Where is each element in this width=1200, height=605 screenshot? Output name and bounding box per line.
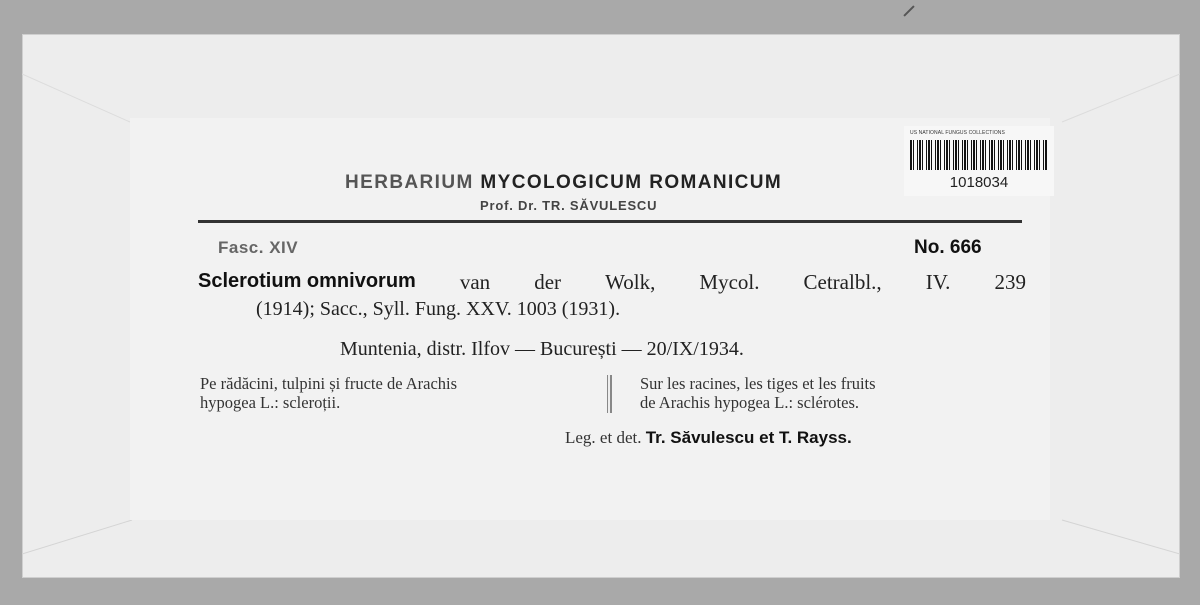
citation-word: Mycol. — [699, 270, 760, 294]
citation-line2: (1914); Sacc., Syll. Fung. XXV. 1003 (1931). — [256, 298, 621, 320]
pencil-mark — [903, 5, 914, 16]
citation-word: der — [534, 270, 562, 294]
specimen-number: No. 666 — [914, 237, 982, 258]
herbarium-subtitle: Prof. Dr. TR. SĂVULESCU — [480, 198, 658, 213]
citation-word: IV. — [925, 270, 951, 294]
substrate-romanian-line2: hypogea L.: scleroții. — [200, 393, 341, 412]
barcode-sticker — [904, 126, 1054, 196]
column-divider — [607, 375, 612, 413]
fascicle-label: Fasc. XIV — [218, 238, 299, 257]
citation-word: Cetralbl., — [803, 270, 882, 294]
citation-word: van — [459, 270, 491, 294]
citation-word: Wolk, — [605, 270, 656, 294]
citation-word: 239 — [994, 270, 1026, 294]
substrate-french — [640, 374, 1028, 412]
header-rule — [198, 220, 1022, 223]
substrate-romanian — [200, 374, 585, 412]
species-name: Sclerotium omnivorum — [198, 270, 416, 292]
collector-names: Tr. Săvulescu et T. Rayss. — [645, 428, 852, 447]
substrate-french-line1: Sur les racines, les tiges et les fruits — [640, 374, 876, 393]
species-line — [198, 270, 1026, 295]
barcode-icon — [910, 140, 1048, 170]
substrate-french-line2: de Arachis hypogea L.: sclérotes. — [640, 393, 860, 412]
herbarium-title-part1: HERBARIUM — [345, 172, 474, 193]
substrate-romanian-line1: Pe rădăcini, tulpini și fructe de Arachis — [200, 374, 458, 393]
herbarium-title — [345, 172, 782, 194]
barcode-caption: US NATIONAL FUNGUS COLLECTIONS — [910, 130, 1005, 136]
collector-prefix: Leg. et det. — [565, 428, 642, 447]
barcode-number: 1018034 — [949, 174, 1009, 191]
herbarium-title-part2: MYCOLOGICUM ROMANICUM — [480, 172, 783, 193]
collector-line — [565, 428, 852, 448]
locality: Muntenia, distr. Ilfov — București — 20/IX/1934. — [340, 338, 744, 360]
